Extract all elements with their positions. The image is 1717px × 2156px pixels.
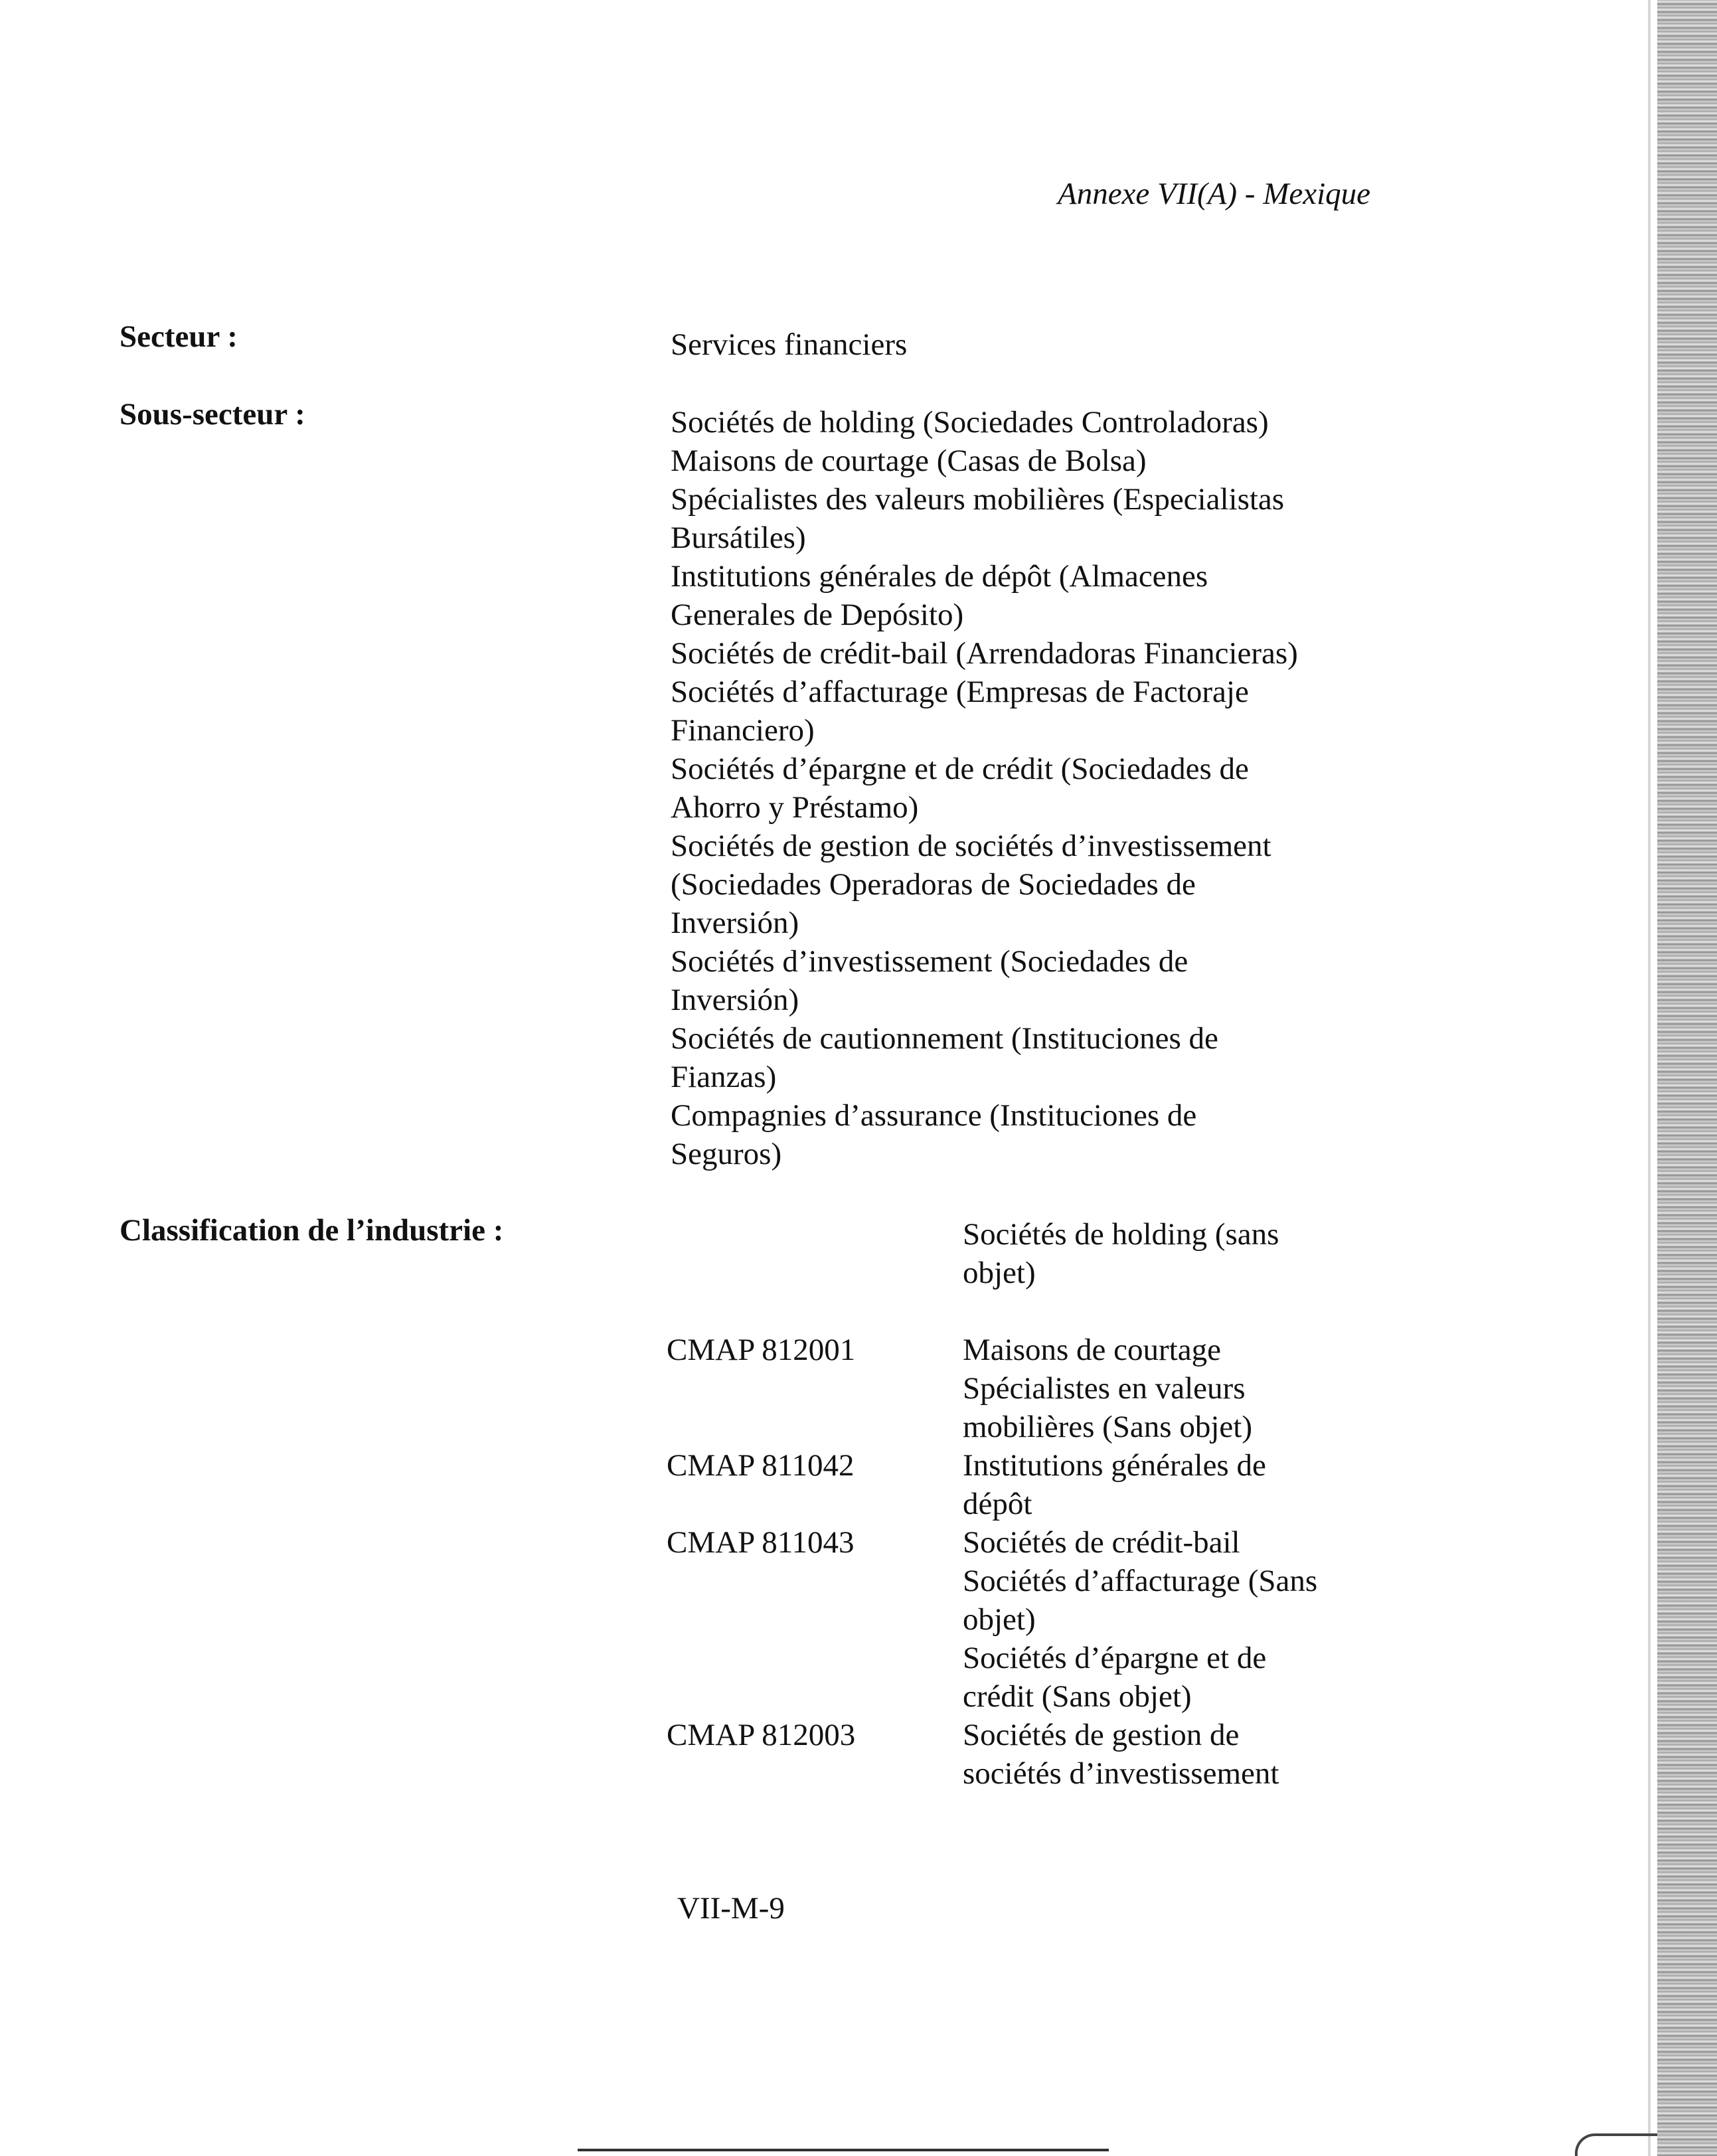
classification-entry — [963, 1446, 1266, 1523]
sector-value: Services financiers — [671, 327, 908, 362]
subsector-line: Sociétés de crédit-bail (Arrendadoras Financieras) — [671, 636, 1298, 671]
classification-desc-line: Sociétés de holding (sans — [963, 1217, 1279, 1252]
classification-desc-line: dépôt — [963, 1487, 1032, 1521]
subsector-line: Sociétés de holding (Sociedades Controladoras) — [671, 405, 1269, 440]
scan-edge-line — [1648, 0, 1651, 2156]
classification-entry — [963, 1215, 1279, 1292]
classification-entry — [963, 1716, 1279, 1793]
classification-desc-line: mobilières (Sans objet) — [963, 1410, 1252, 1444]
classification-desc-line: Maisons de courtage — [963, 1333, 1221, 1367]
classification-desc-line: Sociétés de crédit-bail — [963, 1525, 1240, 1560]
subsector-line: Inversión) — [671, 906, 799, 940]
classification-desc-line: Institutions générales de — [963, 1448, 1266, 1483]
subsector-line: Spécialistes des valeurs mobilières (Especialistas — [671, 482, 1285, 517]
cmap-code: CMAP 811043 — [667, 1525, 855, 1560]
annex-header: Annexe VII(A) - Mexique — [1057, 177, 1370, 211]
subsector-line: Sociétés d’affacturage (Empresas de Factoraje — [671, 675, 1249, 709]
subsector-line: Sociétés d’épargne et de crédit (Sociedades de — [671, 752, 1249, 786]
cmap-code: CMAP 812003 — [667, 1718, 856, 1752]
subsector-line: (Sociedades Operadoras de Sociedades de — [671, 867, 1196, 902]
subsector-line: Ahorro y Préstamo) — [671, 790, 919, 825]
subsector-line: Inversión) — [671, 983, 799, 1017]
cmap-code: CMAP 811042 — [667, 1448, 855, 1483]
subsector-line: Compagnies d’assurance (Instituciones de — [671, 1098, 1197, 1133]
cmap-code: CMAP 812001 — [667, 1333, 856, 1367]
classification-label: Classification de l’industrie : — [120, 1213, 504, 1248]
classification-desc-line: sociétés d’investissement — [963, 1756, 1279, 1791]
subsector-line: Sociétés de cautionnement (Instituciones de — [671, 1021, 1218, 1056]
sector-label: Secteur : — [120, 319, 238, 354]
subsector-list — [671, 403, 1298, 1173]
page-curl — [1575, 2133, 1657, 2156]
subsector-line: Seguros) — [671, 1137, 782, 1171]
page-number: VII-M-9 — [677, 1891, 785, 1926]
classification-desc-line: Spécialistes en valeurs — [963, 1371, 1246, 1406]
subsector-line: Sociétés de gestion de sociétés d’investissement — [671, 829, 1271, 863]
subsector-line: Financiero) — [671, 713, 815, 748]
subsector-line: Institutions générales de dépôt (Almacenes — [671, 559, 1208, 594]
classification-desc-line: objet) — [963, 1256, 1036, 1290]
classification-entry — [963, 1523, 1317, 1716]
classification-desc-line: crédit (Sans objet) — [963, 1679, 1192, 1714]
subsector-line: Maisons de courtage (Casas de Bolsa) — [671, 444, 1147, 478]
classification-entry — [963, 1331, 1252, 1446]
classification-desc-line: Sociétés d’affacturage (Sans — [963, 1564, 1318, 1598]
scan-edge-shadow — [1657, 0, 1717, 2156]
subsector-line: Generales de Depósito) — [671, 598, 964, 632]
classification-desc-line: objet) — [963, 1602, 1036, 1637]
subsector-line: Fianzas) — [671, 1060, 777, 1094]
subsector-label: Sous-secteur : — [120, 397, 305, 432]
classification-desc-line: Sociétés de gestion de — [963, 1718, 1240, 1752]
subsector-line: Sociétés d’investissement (Sociedades de — [671, 944, 1188, 979]
classification-desc-line: Sociétés d’épargne et de — [963, 1641, 1267, 1675]
bottom-rule — [578, 2149, 1109, 2151]
subsector-line: Bursátiles) — [671, 521, 806, 555]
